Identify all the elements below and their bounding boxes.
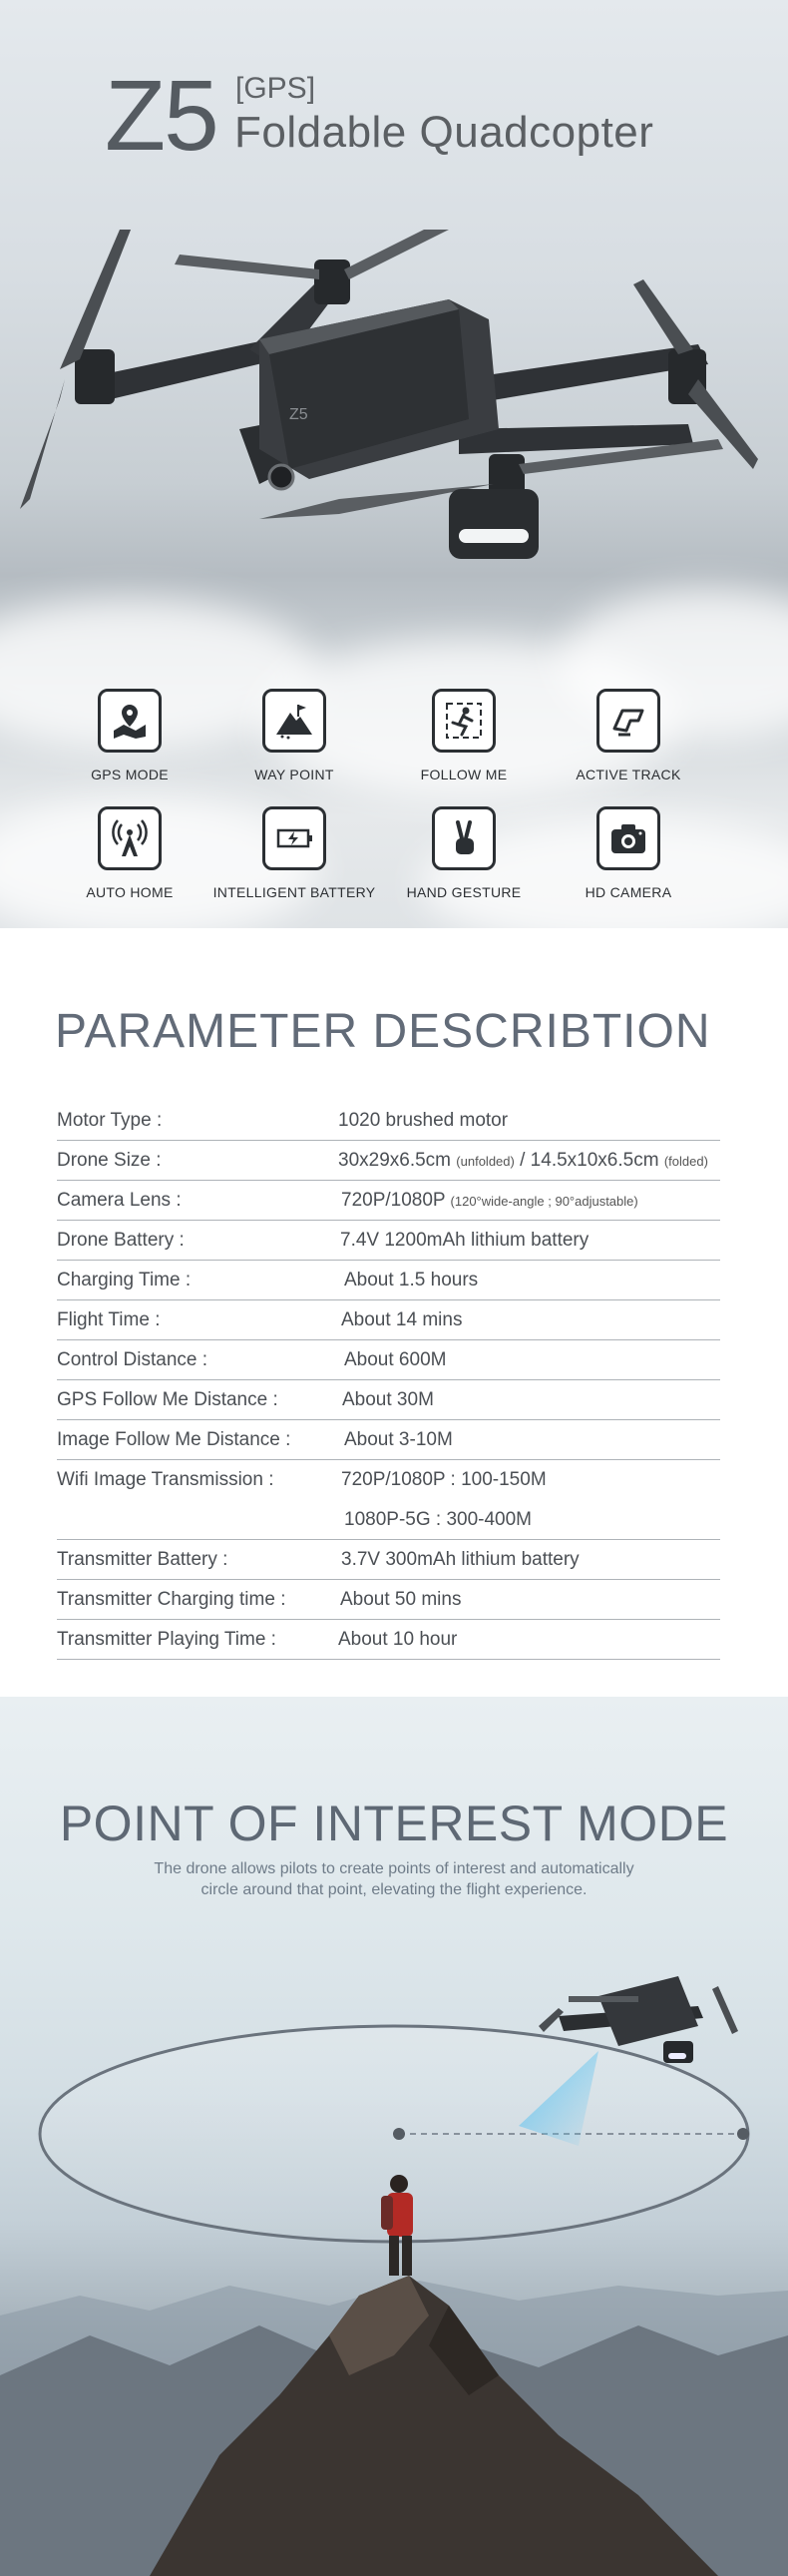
hero-banner [0,0,788,928]
param-key: Image Follow Me Distance : [57,1429,291,1450]
param-value: About 50 mins [340,1589,462,1610]
description-line: circle around that point, elevating the flight experience. [200,1881,588,1898]
param-key: Motor Type : [57,1110,163,1131]
poi-illustration [0,1697,788,2576]
gps-tag: [GPS] [235,72,316,105]
param-value: 3.7V 300mAh lithium battery [341,1549,580,1570]
param-note: (120°wide-angle ; 90°adjustable) [450,1194,638,1209]
param-key: Drone Battery : [57,1230,185,1251]
param-note: (unfolded) [456,1154,515,1169]
param-value: 1020 brushed motor [338,1110,509,1131]
param-row [57,1339,720,1380]
poi-section [0,1697,788,2576]
param-value-line2: 1080P-5G : 300-400M [344,1509,533,1530]
feature-label: GPS MODE [91,767,169,782]
param-note: (folded) [663,1154,708,1169]
drone-image [20,230,768,609]
camera-icon [608,818,648,858]
param-key: Transmitter Playing Time : [57,1629,276,1650]
param-value-2: / 14.5x10x6.5cm [514,1150,659,1171]
param-row [57,1260,720,1300]
param-key: Control Distance : [57,1349,208,1370]
product-subtitle: Foldable Quadcopter [234,108,654,157]
drone-model-label: Z5 [289,406,308,423]
feature-intelligent-battery [209,806,379,900]
feature-follow-me [379,689,549,782]
param-value: About 30M [342,1389,434,1410]
param-row [57,1619,720,1660]
feature-label: FOLLOW ME [420,767,508,782]
param-value: 720P/1080P : 100-150M [341,1469,547,1490]
param-row [57,1180,720,1221]
section-title: POINT OF INTEREST MODE [59,1796,729,1851]
param-key: Charging Time : [57,1270,192,1290]
param-value: 720P/1080P [341,1190,446,1211]
param-row [57,1539,720,1580]
param-row [57,1579,720,1620]
param-row [57,1220,720,1261]
section-title: PARAMETER DESCRIBTION [55,1005,711,1058]
mountain-flag-icon [274,701,314,741]
param-value: About 3-10M [344,1429,453,1450]
param-row [57,1379,720,1420]
antenna-icon [110,818,150,858]
param-key: Transmitter Battery : [57,1549,228,1570]
param-row [57,1100,720,1141]
param-row [57,1419,720,1460]
feature-hand-gesture [379,806,549,900]
feature-label: HD CAMERA [585,884,672,900]
running-person-icon [444,701,484,741]
feature-label: HAND GESTURE [406,884,522,900]
track-arrow-icon [608,701,648,741]
model-name: Z5 [105,60,217,172]
peace-hand-icon [444,818,484,858]
param-key: Wifi Image Transmission : [57,1469,274,1490]
description-line: The drone allows pilots to create points of interest and automatically [154,1860,634,1877]
feature-gps-mode [45,689,214,782]
feature-label: INTELLIGENT BATTERY [212,884,376,900]
feature-label: ACTIVE TRACK [576,767,681,782]
param-value: About 600M [344,1349,447,1370]
feature-way-point [209,689,379,782]
param-value: 30x29x6.5cm [338,1150,452,1171]
param-key: Flight Time : [57,1309,161,1330]
param-value: 7.4V 1200mAh lithium battery [340,1230,590,1251]
param-value: About 10 hour [338,1629,458,1650]
battery-icon [274,818,314,858]
param-row [57,1140,720,1181]
param-value: About 1.5 hours [344,1270,479,1290]
param-value: About 14 mins [341,1309,463,1330]
map-pin-icon [110,701,150,741]
feature-auto-home [45,806,214,900]
param-key: Camera Lens : [57,1190,182,1211]
feature-label: WAY POINT [254,767,334,782]
param-row [57,1299,720,1340]
param-key: GPS Follow Me Distance : [57,1389,278,1410]
feature-label: AUTO HOME [86,884,174,900]
feature-hd-camera [544,806,713,900]
param-key: Transmitter Charging time : [57,1589,286,1610]
parameter-section [0,928,788,1697]
feature-active-track [544,689,713,782]
param-row [57,1459,720,1540]
param-key: Drone Size : [57,1150,162,1171]
